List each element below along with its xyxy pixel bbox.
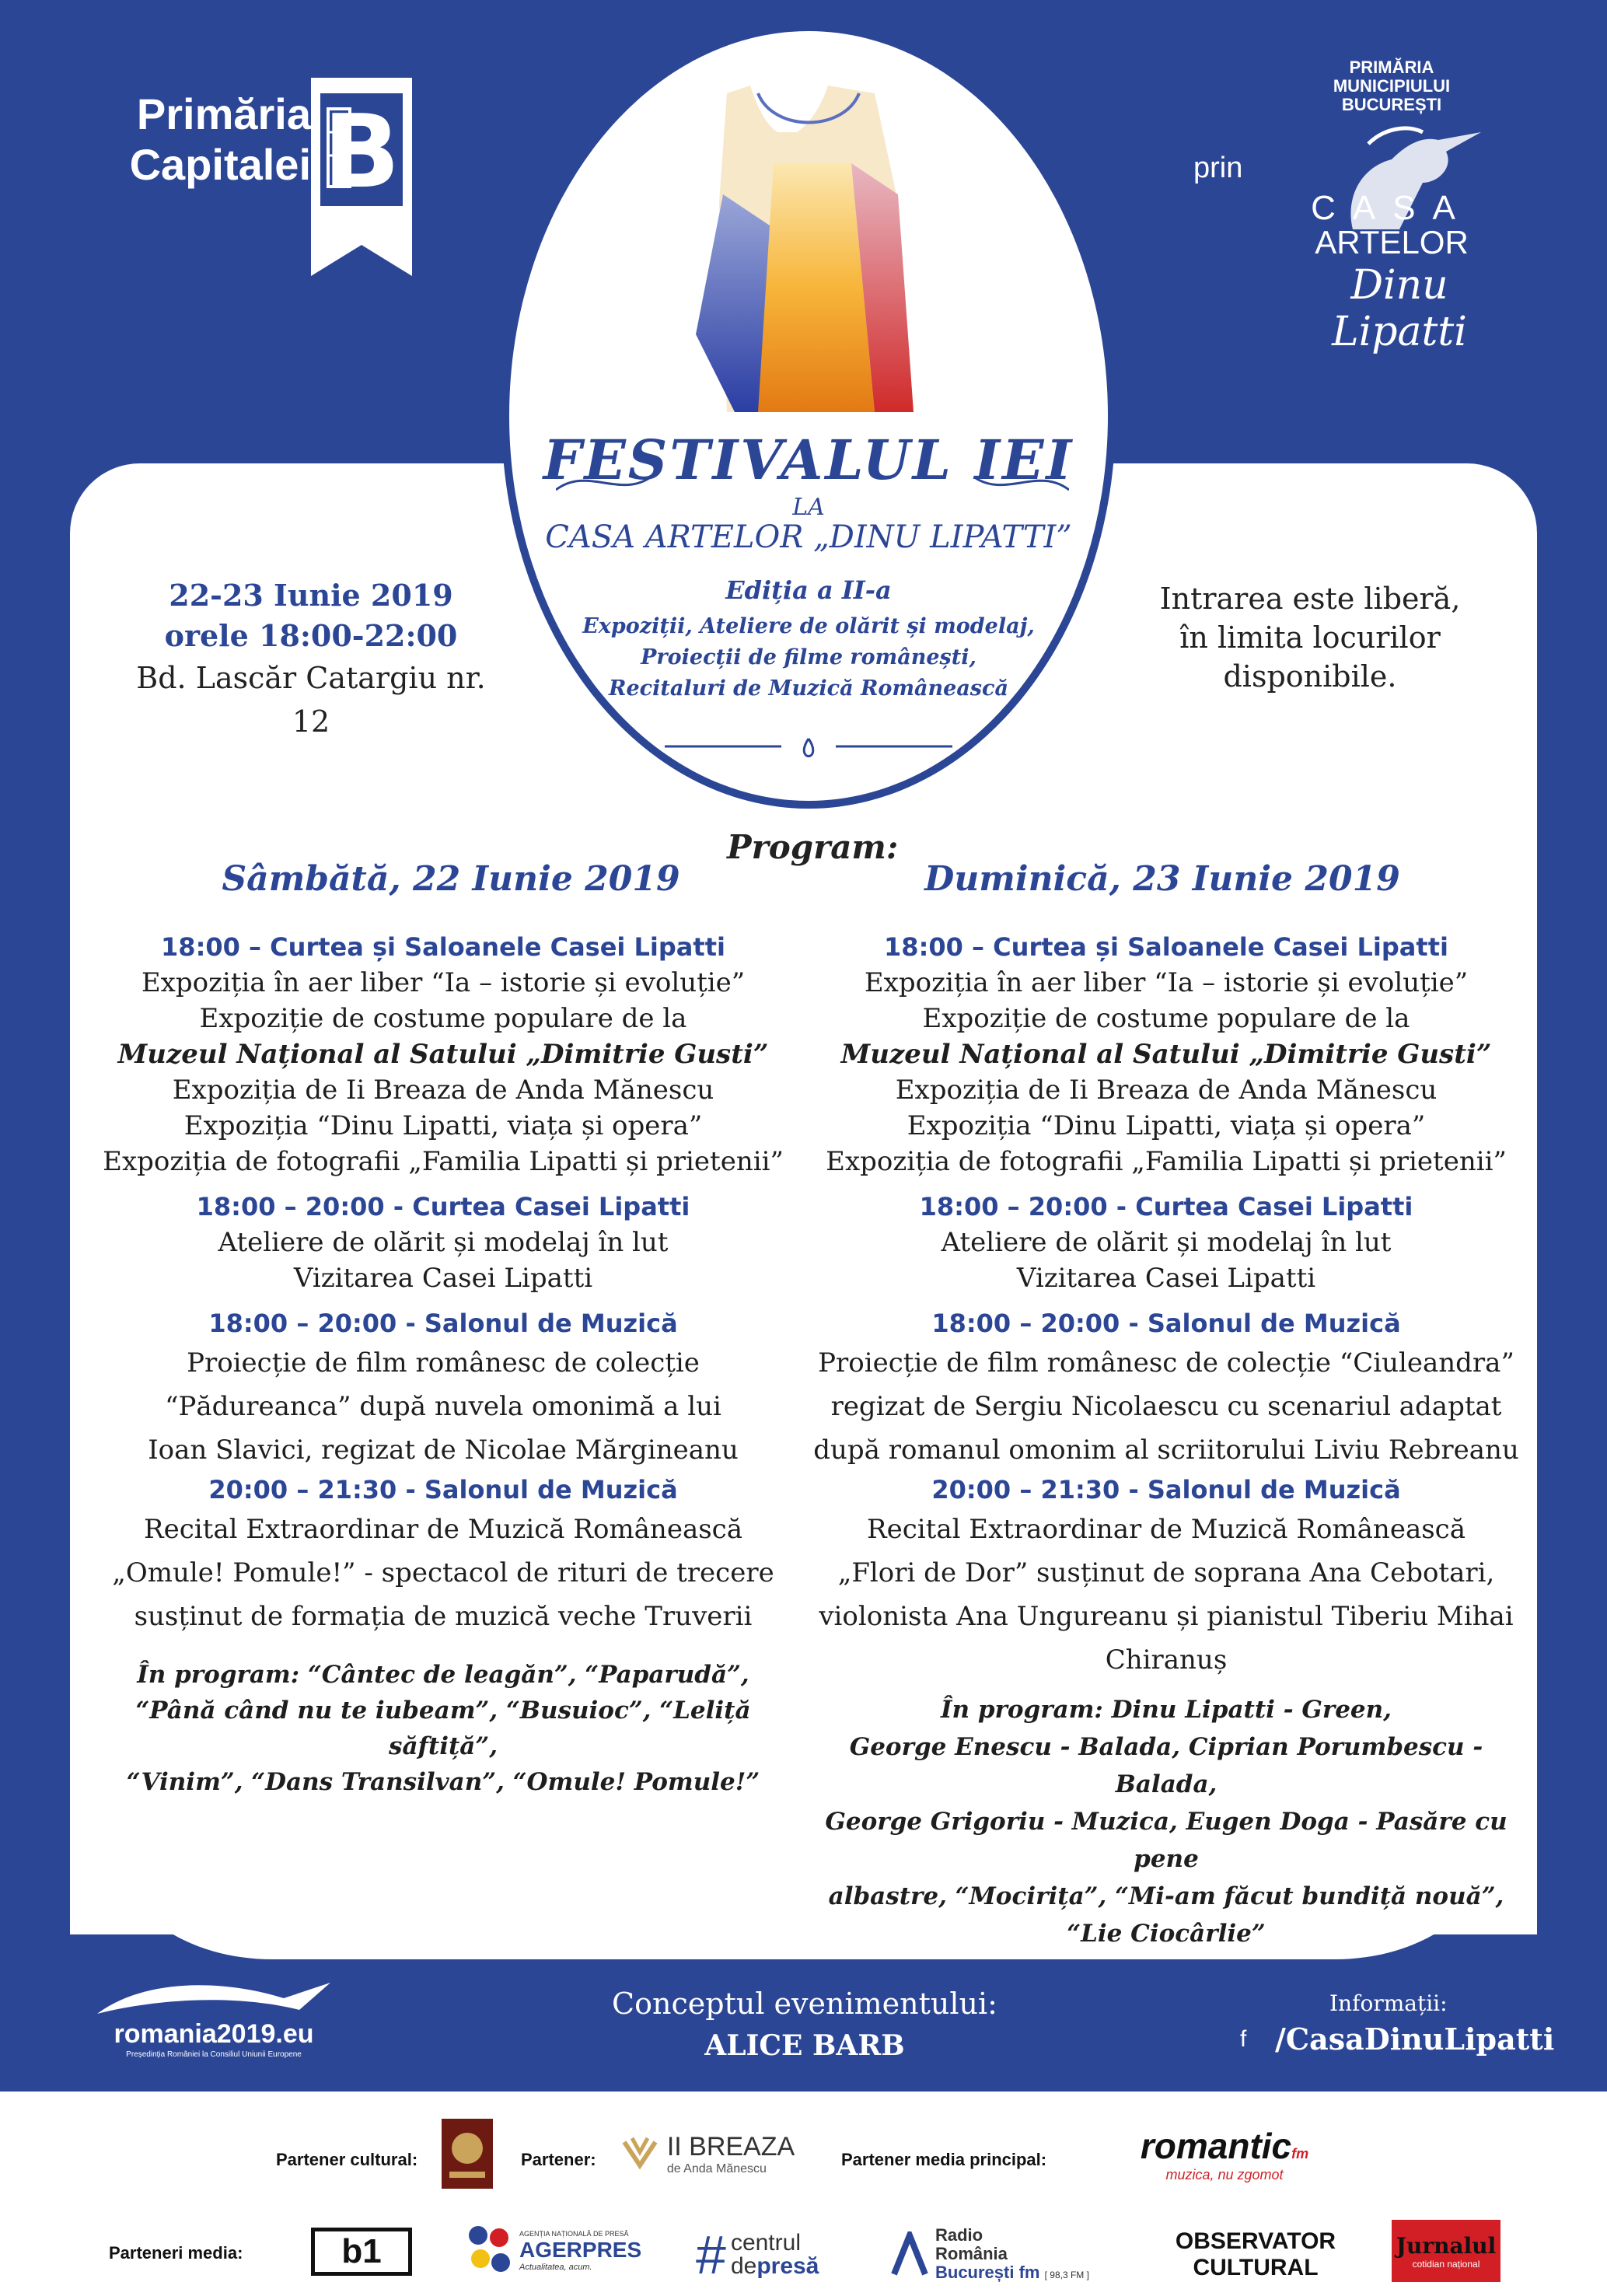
sun-s1-l6: Expoziția de fotografii „Familia Lipatti și prietenii” [826, 1146, 1507, 1177]
centrul-de-presa-logo[interactable] [696, 2220, 851, 2290]
b1-text: b1 [341, 2232, 382, 2270]
sun-p-l1: În program: Dinu Lipatti - Green, [941, 1696, 1392, 1724]
sun-s1-l3: Muzeul Național al Satului „Dimitrie Gusti” [840, 1039, 1492, 1070]
breaza-emblem-icon [620, 2130, 659, 2177]
radio-line3: București fm [935, 2262, 1040, 2282]
festival-title: FESTIVALUL IEI [543, 428, 1074, 492]
romania2019-wave-icon [97, 1979, 330, 2018]
sat-p-l3: “Vinim”, “Dans Transilvan”, “Omule! Pomule!” [126, 1768, 760, 1796]
sun-s4-l2: „Flori de Dor” susținut de soprana Ana Cebotari, [837, 1557, 1495, 1588]
concept-name: ALICE BARB [704, 2029, 905, 2062]
sun-s3-l3: după romanul omonim al scriitorului Liviu Rebreanu [813, 1435, 1519, 1466]
sun-p-l2: George Enescu - Balada, Ciprian Porumbescu - Balada, [849, 1733, 1483, 1798]
sun-s4-head: 20:00 – 21:30 - Salonul de Muzică [931, 1475, 1401, 1504]
radio-romania-bucuresti-logo[interactable] [890, 2220, 1108, 2290]
sun-p-l3: George Grigoriu - Muzica, Eugen Doga - Pasăre cu pene [825, 1808, 1507, 1873]
primaria-line2: Capitalei [129, 140, 311, 189]
media-partners-label: Parteneri media: [109, 2243, 243, 2263]
sun-s3-head: 18:00 – 20:00 - Salonul de Muzică [931, 1309, 1401, 1338]
breaza-logo[interactable] [614, 2119, 801, 2189]
sun-s1-l2: Expoziție de costume populare de la [922, 1003, 1410, 1034]
centrul-hash: # [696, 2224, 726, 2285]
sun-p-l5: “Lie Ciocârlie” [1067, 1920, 1266, 1948]
sun-s1-l4: Expoziția de Ii Breaza de Anda Mănescu [895, 1075, 1438, 1106]
sun-s1-head: 18:00 – Curtea și Saloanele Casei Lipatti [884, 932, 1448, 962]
agerpres-top: AGENȚIA NAȚIONALĂ DE PRESĂ [519, 2230, 629, 2238]
radio-freq: [ 98,3 FM ] [1044, 2269, 1089, 2280]
agerpres-logo[interactable] [466, 2216, 653, 2286]
casa-signature: Dinu Lipatti [1332, 262, 1467, 355]
radio-line1: Radio [935, 2224, 983, 2245]
sat-s1-l4: Expoziția de Ii Breaza de Anda Mănescu [172, 1075, 714, 1106]
observator-line1: OBSERVATOR [1175, 2228, 1336, 2254]
sponsor-strip [0, 2092, 1607, 2296]
festival-desc3: Recitaluri de Muzică Românească [609, 676, 1008, 701]
sat-s4-head: 20:00 – 21:30 - Salonul de Muzică [208, 1475, 678, 1504]
concept-label: Conceptul evenimentului: [612, 1987, 997, 2021]
sat-s3-l1: Proiecție de film românesc de colecție [187, 1347, 700, 1379]
info-label: Informații: [1329, 1990, 1448, 2016]
romantic-tag: muzica, nu zgomot [1165, 2166, 1284, 2182]
sat-s4-l3: susținut de formația de muzică veche Truverii [134, 1601, 753, 1632]
event-info-left [117, 575, 505, 743]
saturday-program [86, 929, 801, 1800]
pmb-line2: MUNICIPIULUI [1333, 76, 1451, 96]
agerpres-emblem-icon [466, 2224, 513, 2278]
b1-logo[interactable] [311, 2228, 412, 2276]
festival-desc2: Proiecții de filme românești, [641, 645, 976, 669]
casa-line2: ARTELOR [1315, 224, 1469, 260]
sat-s3-head: 18:00 – 20:00 - Salonul de Muzică [208, 1309, 678, 1338]
sat-s4-l1: Recital Extraordinar de Muzică Românească [144, 1514, 742, 1545]
casa-line1: CASA [1311, 189, 1473, 227]
festival-subtitle: CASA ARTELOR „DINU LIPATTI” [545, 519, 1072, 555]
concept-block [544, 1983, 1065, 2067]
sun-s1-l5: Expoziția “Dinu Lipatti, viața și opera” [907, 1110, 1426, 1141]
agerpres-name: AGERPRES [519, 2238, 642, 2262]
cultural-partner-label: Partener cultural: [276, 2150, 418, 2169]
sun-p-l4: albastre, “Mocirița”, “Mi-am făcut bundiță nouă”, [828, 1882, 1504, 1910]
pmb-line1: PRIMĂRIA [1349, 58, 1434, 77]
sat-s1-l5: Expoziția “Dinu Lipatti, viața și opera” [183, 1110, 703, 1141]
flourish-bottom-icon [665, 731, 952, 770]
sat-s1-l6: Expoziția de fotografii „Familia Lipatti și prietenii” [103, 1146, 784, 1177]
romantic-fm-logo[interactable] [1112, 2119, 1337, 2189]
jurnalul-national-logo[interactable] [1392, 2220, 1500, 2282]
sat-p-l2: “Până când nu te iubeam”, “Busuioc”, “Leliță săftiță”, [135, 1697, 751, 1760]
sat-s1-l1: Expoziția în aer liber “Ia – istorie și evoluție” [141, 967, 746, 998]
sat-s1-head: 18:00 – Curtea și Saloanele Casei Lipatti [161, 932, 725, 962]
sat-s4-l2: „Omule! Pomule!” - spectacol de rituri de trecere [112, 1557, 774, 1588]
sun-s1-l1: Expoziția în aer liber “Ia – istorie și evoluție” [864, 967, 1469, 998]
agerpres-tag: Actualitatea, acum. [519, 2263, 592, 2272]
media-main-label: Partener media principal: [841, 2150, 1047, 2169]
romania2019-logo[interactable] [86, 1979, 342, 2064]
sat-s1-l2: Expoziție de costume populare de la [199, 1003, 687, 1034]
ia-blouse-image [641, 78, 976, 420]
partner-label: Partener: [521, 2150, 596, 2169]
sun-s3-l2: regizat de Sergiu Nicolaescu cu scenariul adaptat [830, 1391, 1502, 1422]
centrul-line3: presă [756, 2253, 819, 2279]
romantic-fm: fm [1291, 2145, 1309, 2161]
primaria-line1: Primăria [136, 89, 311, 138]
saturday-title: Sâmbătă, 22 Iunie 2019 [222, 859, 680, 899]
romania2019-sub: Președinția României la Consiliul Uniunii Europene [126, 2050, 302, 2059]
sat-p-l1: În program: “Cântec de leagăn”, “Paparudă”, [137, 1661, 749, 1689]
radio-romania-icon [890, 2231, 929, 2278]
event-address: Bd. Lascăr Catargiu nr. 12 [136, 661, 486, 739]
entry-line1: Intrarea este liberă, [1159, 582, 1461, 616]
facebook-link[interactable] [1240, 2022, 1555, 2060]
entry-line2: în limita locurilor [1179, 620, 1441, 655]
sun-s3-l1: Proiecție de film românesc de colecție “Ciuleandra” [818, 1347, 1514, 1379]
festival-la: LA [792, 494, 825, 521]
festival-medallion [501, 23, 1116, 809]
breaza-name: II BREAZA [666, 2131, 795, 2161]
radio-line2: România [935, 2243, 1008, 2263]
sun-s2-l1: Ateliere de olărit și modelaj în lut [941, 1227, 1392, 1258]
sun-s4-l1: Recital Extraordinar de Muzică Românească [867, 1514, 1466, 1545]
bucharest-banner-icon [311, 78, 412, 280]
sat-s2-l1: Ateliere de olărit și modelaj în lut [218, 1227, 669, 1258]
sun-s2-l2: Vizitarea Casei Lipatti [1016, 1263, 1316, 1294]
event-dates: 22-23 Iunie 2019 [169, 578, 453, 613]
sun-s4-l4: Chiranuș [1105, 1644, 1228, 1676]
sun-s4-l3: violonista Ana Ungureanu și pianistul Tiberiu Mihai [819, 1601, 1514, 1632]
breaza-sub: de Anda Mănescu [666, 2161, 767, 2175]
sunday-title: Duminică, 23 Iunie 2019 [924, 859, 1400, 899]
event-info-right [1127, 579, 1493, 696]
sat-s1-l3: Muzeul Național al Satului „Dimitrie Gusti” [117, 1039, 769, 1070]
centrul-line2: de [730, 2253, 757, 2279]
sat-s2-head: 18:00 – 20:00 - Curtea Casei Lipatti [196, 1192, 690, 1221]
svg-text:B: B [323, 93, 400, 211]
centrul-line1: centrul [730, 2230, 801, 2256]
program-label: Program: [727, 828, 899, 866]
entry-line3: disponibile. [1223, 659, 1397, 694]
jurnalul-line1: Jurnalul [1396, 2232, 1497, 2259]
primaria-capitalei-logo[interactable] [54, 78, 420, 280]
prin-label: prin [1193, 152, 1243, 184]
facebook-handle: /CasaDinuLipatti [1275, 2022, 1555, 2057]
event-hours: orele 18:00-22:00 [164, 618, 458, 653]
sat-s3-l3: Ioan Slavici, regizat de Nicolae Mărgineanu [148, 1435, 739, 1466]
facebook-icon: f [1240, 2026, 1247, 2052]
jurnalul-line2: cotidian național [1412, 2258, 1480, 2270]
casa-artelor-logo[interactable] [1298, 58, 1539, 355]
observator-line2: CULTURAL [1193, 2255, 1319, 2280]
flourish-top-icon [556, 467, 1069, 498]
sun-s2-head: 18:00 – 20:00 - Curtea Casei Lipatti [919, 1192, 1413, 1221]
sat-s3-l2: “Pădureanca” după nuvela omonimă a lui [165, 1391, 721, 1422]
romantic-name: romantic [1140, 2125, 1292, 2166]
festival-edition: Ediția a II-a [725, 575, 892, 605]
observator-cultural-logo[interactable] [1158, 2224, 1353, 2286]
romania2019-text: romania2019.eu [114, 2019, 314, 2049]
pmb-line3: BUCUREȘTI [1341, 95, 1442, 114]
cultural-partner-logo-icon[interactable] [442, 2119, 493, 2189]
sat-s2-l2: Vizitarea Casei Lipatti [293, 1263, 593, 1294]
festival-desc1: Expoziții, Ateliere de olărit și modelaj, [582, 614, 1035, 638]
sunday-program [805, 929, 1528, 1952]
